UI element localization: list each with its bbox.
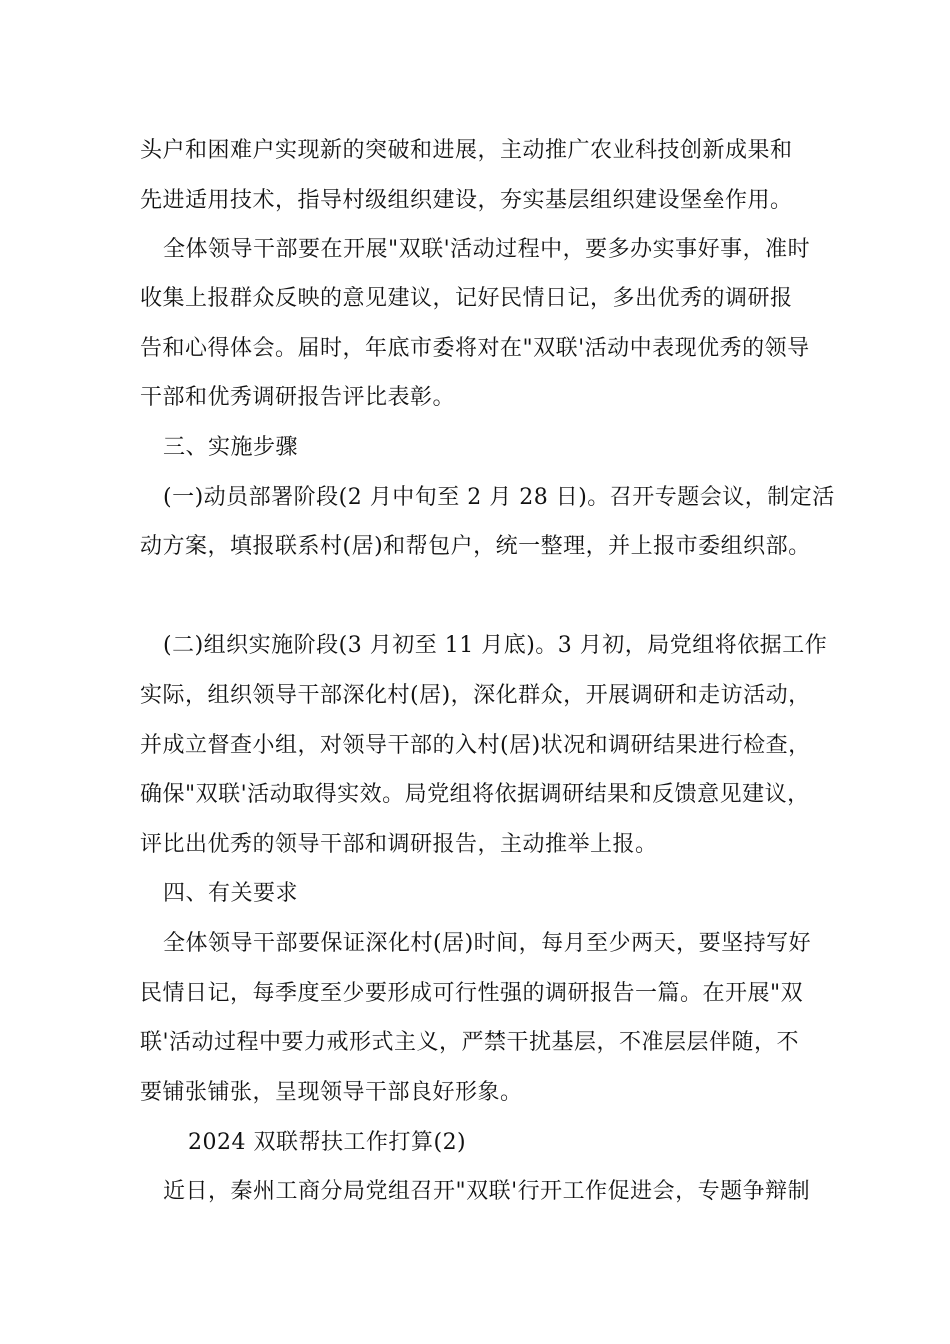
paragraph-line: 要铺张铺张，呈现领导干部良好形象。 — [140, 1080, 523, 1105]
paragraph-line: 收集上报群众反映的意见建议，记好民情日记，多出优秀的调研报 — [140, 286, 793, 311]
paragraph-line: 联'活动过程中要力戒形式主义，严禁干扰基层，不准层层伴随，不 — [140, 1030, 800, 1055]
document-title: 2024 双联帮扶工作打算(2) — [188, 1130, 467, 1155]
paragraph-line: 近日，秦州工商分局党组召开"双联'行开工作促进会，专题争辩制 — [163, 1179, 811, 1204]
paragraph-line: 全体领导干部要保证深化村(居)时间，每月至少两天，要坚持写好 — [163, 931, 812, 956]
paragraph-line: (一)动员部署阶段(2 月中旬至 2 月 28 日)。召开专题会议，制定活 — [163, 485, 835, 510]
paragraph-line: 并成立督查小组，对领导干部的入村(居)状况和调研结果进行检查， — [140, 733, 811, 758]
paragraph-line: 先进适用技术，指导村级组织建设，夯实基层组织建设堡垒作用。 — [140, 188, 793, 213]
paragraph-line: 告和心得体会。届时，年底市委将对在"双联'活动中表现优秀的领导 — [140, 336, 810, 361]
paragraph-line: 民情日记，每季度至少要形成可行性强的调研报告一篇。在开展"双 — [140, 981, 804, 1006]
paragraph-line: 动方案，填报联系村(居)和帮包户，统一整理，并上报市委组织部。 — [140, 534, 811, 559]
paragraph-line: 确保"双联'活动取得实效。局党组将依据调研结果和反馈意见建议， — [140, 782, 810, 807]
paragraph-line: 全体领导干部要在开展"双联'活动过程中，要多办实事好事，准时 — [163, 237, 811, 262]
paragraph-line: 头户和困难户实现新的突破和进展，主动推广农业科技创新成果和 — [140, 138, 793, 163]
paragraph-line: 评比出优秀的领导干部和调研报告，主动推举上报。 — [140, 832, 658, 857]
section-heading: 三、实施步骤 — [163, 435, 299, 460]
paragraph-line: 干部和优秀调研报告评比表彰。 — [140, 385, 456, 410]
paragraph-line: 实际，组织领导干部深化村(居)，深化群众，开展调研和走访活动， — [140, 683, 811, 708]
paragraph-line: (二)组织实施阶段(3 月初至 11 月底)。3 月初，局党组将依据工作 — [163, 633, 828, 658]
section-heading: 四、有关要求 — [163, 881, 299, 906]
